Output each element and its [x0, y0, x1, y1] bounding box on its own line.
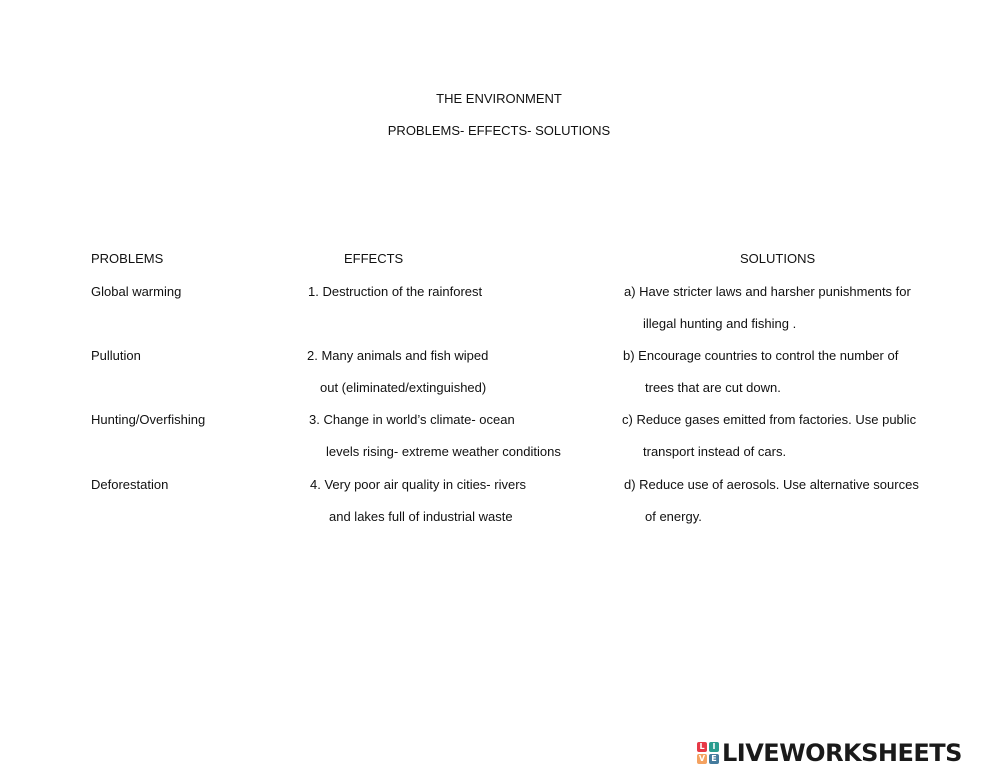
page-subtitle: PROBLEMS- EFFECTS- SOLUTIONS	[387, 123, 611, 138]
solution-item-continued: of energy.	[645, 509, 702, 524]
problem-item: Hunting/Overfishing	[91, 412, 206, 427]
solution-item-continued: illegal hunting and fishing .	[643, 316, 797, 331]
logo-text: LIVEWORKSHEETS	[722, 739, 962, 767]
effect-item: 3. Change in world’s climate- ocean	[309, 412, 515, 427]
page-title: THE ENVIRONMENT	[436, 91, 562, 106]
problem-item: Global warming	[91, 284, 182, 299]
problems-header: PROBLEMS	[91, 251, 164, 266]
solution-item: d) Reduce use of aerosols. Use alternative sources	[624, 477, 919, 492]
logo-letter-i: I	[709, 742, 719, 752]
effect-item-continued: levels rising- extreme weather conditions	[326, 444, 561, 459]
effect-item-continued: and lakes full of industrial waste	[329, 509, 513, 524]
effect-item: 2. Many animals and fish wiped	[307, 348, 489, 363]
solution-item: a) Have stricter laws and harsher punishments for	[624, 284, 911, 299]
effect-item: 4. Very poor air quality in cities- rivers	[310, 477, 527, 492]
solutions-header: SOLUTIONS	[740, 251, 816, 266]
solution-item-continued: transport instead of cars.	[643, 444, 787, 459]
logo-letter-v: V	[698, 754, 706, 763]
problem-item: Deforestation	[91, 477, 169, 492]
effect-item: 1. Destruction of the rainforest	[308, 284, 483, 299]
logo-letter-l: L	[697, 742, 707, 752]
logo-letter-e: E	[709, 754, 719, 764]
liveworksheets-logo[interactable]	[697, 737, 962, 769]
solution-item: b) Encourage countries to control the number of	[623, 348, 899, 363]
liveworksheets-logo-icon	[697, 742, 719, 764]
problem-item: Pullution	[91, 348, 141, 363]
effects-header: EFFECTS	[344, 251, 404, 266]
solution-item-continued: trees that are cut down.	[645, 380, 781, 395]
effect-item-continued: out (eliminated/extinguished)	[320, 380, 487, 395]
solution-item: c) Reduce gases emitted from factories. Use public	[622, 412, 917, 427]
